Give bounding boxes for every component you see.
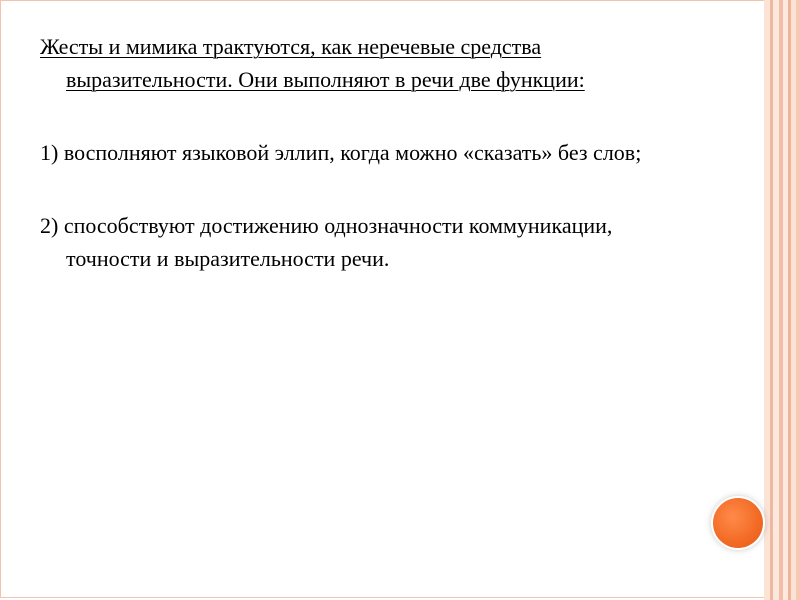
function-one-paragraph: 1) восполняют языковой эллип, когда можно «сказать» без слов; [40, 140, 642, 165]
stripe [796, 0, 800, 600]
slide-text [40, 30, 700, 275]
function-two-paragraph: 2) способствуют достижению однозначности коммуникации, точности и выразительности речи. [40, 213, 613, 271]
orange-circle-icon [713, 498, 763, 548]
intro-paragraph: Жесты и мимика трактуются, как неречевые средства выразительности. Они выполняют в речи две функции: [40, 34, 585, 92]
decorative-stripes [764, 0, 800, 600]
